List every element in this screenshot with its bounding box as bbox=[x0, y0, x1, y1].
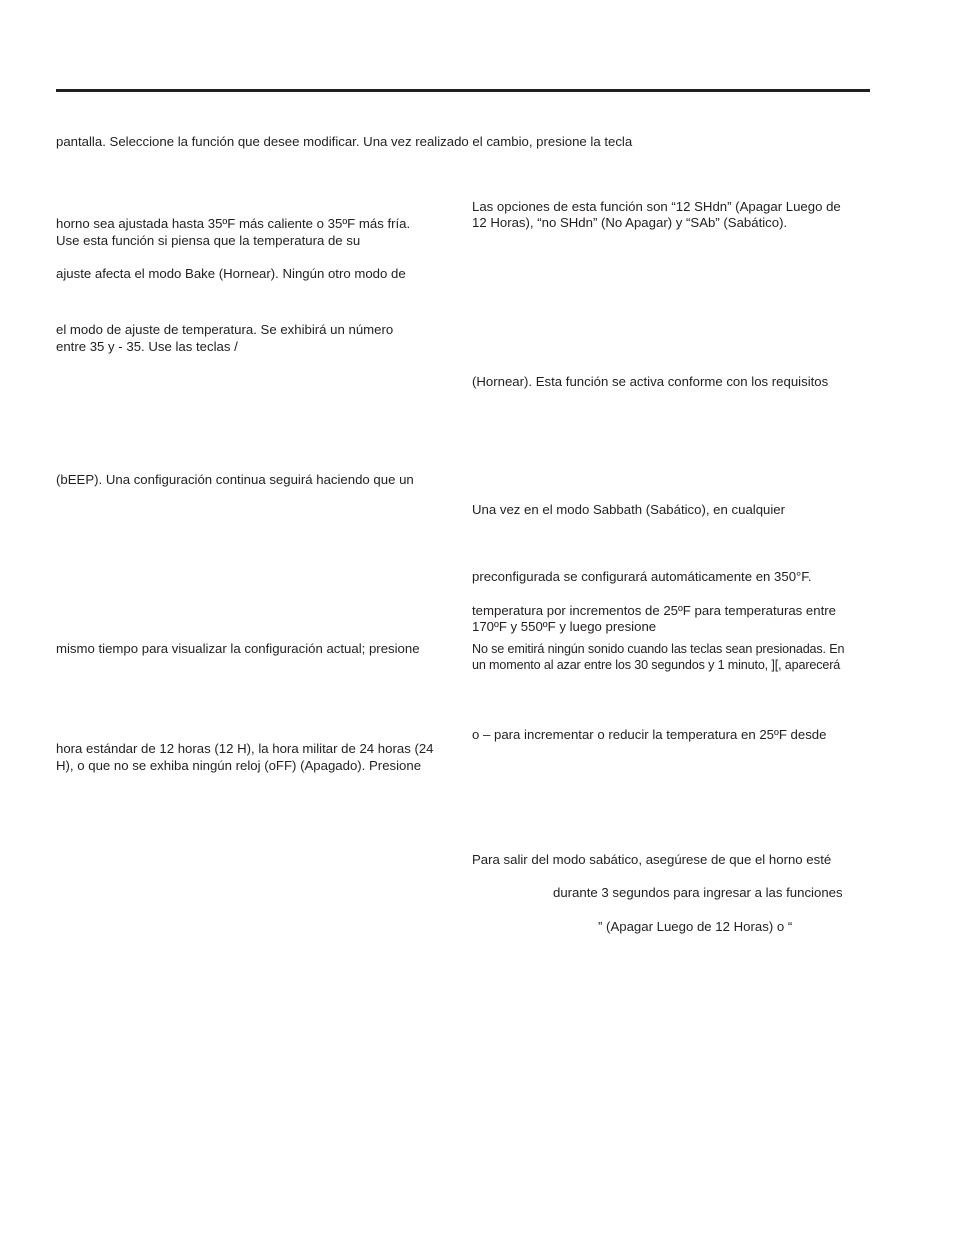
right-line-10: o – para incrementar o reducir la temperatura en 25ºF desde bbox=[472, 727, 827, 742]
right-line-13: ” (Apagar Luego de 12 Horas) o “ bbox=[598, 919, 793, 934]
right-line-9: un momento al azar entre los 30 segundos y 1 minuto, ][, aparecerá bbox=[472, 658, 841, 672]
right-line-1: Las opciones de esta función son “12 SHdn” (Apagar Luego de bbox=[472, 199, 841, 214]
right-line-4: Una vez en el modo Sabbath (Sabático), en cualquier bbox=[472, 502, 786, 517]
right-line-3: (Hornear). Esta función se activa conforme con los requisitos bbox=[472, 374, 829, 389]
left-line-1: horno sea ajustada hasta 35ºF más caliente o 35ºF más fría. bbox=[56, 216, 411, 231]
left-line-5: entre 35 y - 35. Use las teclas / bbox=[56, 339, 238, 354]
left-line-7: mismo tiempo para visualizar la configuración actual; presione bbox=[56, 641, 420, 656]
right-line-8: No se emitirá ningún sonido cuando las teclas sean presionadas. En bbox=[472, 642, 845, 656]
left-line-3: ajuste afecta el modo Bake (Hornear). Ningún otro modo de bbox=[56, 266, 406, 281]
left-line-4: el modo de ajuste de temperatura. Se exhibirá un número bbox=[56, 322, 394, 337]
left-line-9: H), o que no se exhiba ningún reloj (oFF) (Apagado). Presione bbox=[56, 758, 422, 773]
left-line-6: (bEEP). Una configuración continua seguirá haciendo que un bbox=[56, 472, 414, 487]
right-line-5: preconfigurada se configurará automáticamente en 350°F. bbox=[472, 569, 812, 584]
left-line-2: Use esta función si piensa que la temperatura de su bbox=[56, 233, 361, 248]
header-rule bbox=[56, 89, 870, 92]
right-line-7: 170ºF y 550ºF y luego presione bbox=[472, 619, 657, 634]
right-line-6: temperatura por incrementos de 25ºF para temperaturas entre bbox=[472, 603, 836, 618]
intro-line: pantalla. Seleccione la función que desee modificar. Una vez realizado el cambio, presione la tecla bbox=[56, 134, 633, 149]
right-line-11: Para salir del modo sabático, asegúrese de que el horno esté bbox=[472, 852, 832, 867]
right-line-2: 12 Horas), “no SHdn” (No Apagar) y “SAb” (Sabático). bbox=[472, 215, 788, 230]
left-line-8: hora estándar de 12 horas (12 H), la hora militar de 24 horas (24 bbox=[56, 741, 434, 756]
right-line-12: durante 3 segundos para ingresar a las funciones bbox=[553, 885, 843, 900]
